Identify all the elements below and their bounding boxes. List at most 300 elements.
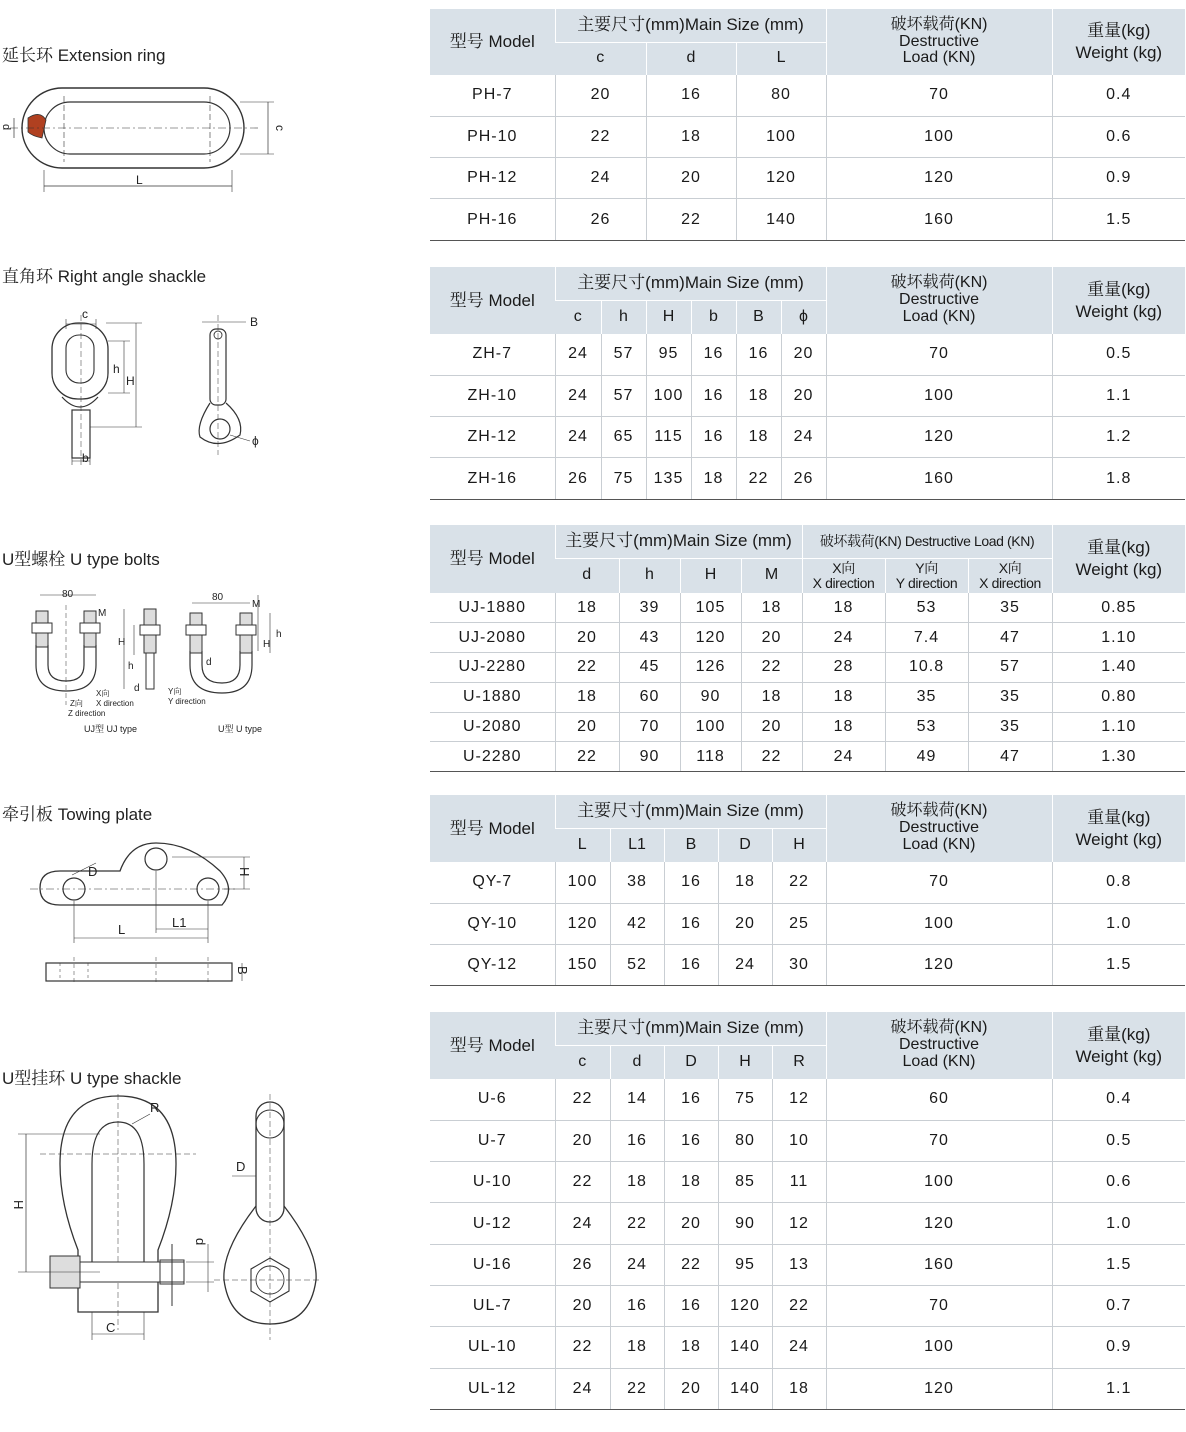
load-cell: 57 <box>968 653 1052 683</box>
load-col-header: X向 X direction <box>802 558 885 593</box>
table-row <box>430 417 1185 458</box>
size-cell: 120 <box>555 903 610 944</box>
size-cell: 16 <box>664 1079 718 1120</box>
table-row <box>430 945 1185 986</box>
weight-cell: 0.80 <box>1052 682 1185 712</box>
load-cell: 24 <box>802 742 885 772</box>
weight-cell: 1.30 <box>1052 742 1185 772</box>
load-cell: 100 <box>826 1327 1052 1368</box>
size-cell: 16 <box>664 1120 718 1161</box>
load-cell: 70 <box>826 1285 1052 1326</box>
size-cell: 18 <box>718 862 772 903</box>
load-header: 破坏载荷(KN) Destructive Load (KN) <box>826 795 1052 862</box>
weight-cell: 1.0 <box>1052 903 1185 944</box>
size-cell: 24 <box>610 1244 664 1285</box>
weight-cell: 0.6 <box>1052 116 1185 157</box>
label-B: B <box>250 315 259 329</box>
model-cell: PH-10 <box>430 116 555 157</box>
size-cell: 12 <box>772 1079 826 1120</box>
size-cell: 24 <box>555 158 646 199</box>
label-c: c <box>273 125 287 131</box>
size-cell: 26 <box>555 1244 610 1285</box>
label-H: H <box>263 639 271 650</box>
table-row <box>430 1162 1185 1203</box>
size-col-header: L <box>736 42 826 75</box>
size-cell: 22 <box>772 1285 826 1326</box>
model-cell: UJ-1880 <box>430 593 555 623</box>
size-col-header: H <box>680 558 741 593</box>
size-cell: 60 <box>619 682 680 712</box>
size-cell: 120 <box>718 1285 772 1326</box>
size-col-header: M <box>741 558 802 593</box>
size-cell: 20 <box>555 1120 610 1161</box>
size-cell: 18 <box>736 417 781 458</box>
size-cell: 16 <box>691 417 736 458</box>
load-cell: 18 <box>802 682 885 712</box>
size-cell: 18 <box>741 682 802 712</box>
size-cell: 16 <box>610 1285 664 1326</box>
label-u-type: U型 U type <box>218 724 263 734</box>
size-col-header: B <box>664 828 718 862</box>
weight-cell: 1.5 <box>1052 945 1185 986</box>
load-cell: 70 <box>826 862 1052 903</box>
load-cell: 70 <box>826 334 1052 375</box>
size-cell: 24 <box>555 1368 610 1409</box>
load-cell: 35 <box>968 593 1052 623</box>
label-D: D <box>236 1159 246 1174</box>
size-cell: 20 <box>718 903 772 944</box>
size-cell: 22 <box>772 862 826 903</box>
size-cell: 85 <box>718 1162 772 1203</box>
weight-cell: 1.1 <box>1052 375 1185 416</box>
table-row <box>430 458 1185 499</box>
size-cell: 18 <box>610 1162 664 1203</box>
size-header: 主要尺寸(mm)Main Size (mm) <box>555 267 826 300</box>
label-z-dir: Z direction <box>68 709 106 718</box>
model-header: 型号 Model <box>430 9 555 75</box>
weight-header: 重量(kg) Weight (kg) <box>1052 525 1185 593</box>
label-phi: ϕ <box>252 434 259 448</box>
load-cell: 100 <box>826 375 1052 416</box>
weight-cell: 0.9 <box>1052 158 1185 199</box>
size-cell: 20 <box>555 712 619 742</box>
table-row <box>430 1285 1185 1326</box>
label-L: L <box>118 922 126 937</box>
model-cell: ZH-10 <box>430 375 555 416</box>
model-cell: U-12 <box>430 1203 555 1244</box>
weight-cell: 1.40 <box>1052 653 1185 683</box>
load-cell: 100 <box>826 1162 1052 1203</box>
load-header: 破坏载荷(KN) Destructive Load (KN) <box>826 9 1052 75</box>
size-cell: 22 <box>555 653 619 683</box>
label-c: c <box>82 307 88 321</box>
label-h: h <box>128 661 134 672</box>
towing-plate-table <box>430 795 1185 986</box>
label-d: d <box>0 124 12 131</box>
weight-header: 重量(kg) Weight (kg) <box>1052 267 1185 334</box>
size-cell: 120 <box>680 623 741 653</box>
model-header: 型号 Model <box>430 1012 555 1079</box>
size-cell: 75 <box>601 458 646 499</box>
weight-cell: 1.8 <box>1052 458 1185 499</box>
load-cell: 120 <box>826 417 1052 458</box>
model-cell: U-1880 <box>430 682 555 712</box>
weight-cell: 0.6 <box>1052 1162 1185 1203</box>
table-row <box>430 1120 1185 1161</box>
size-cell: 20 <box>741 623 802 653</box>
model-cell: UL-12 <box>430 1368 555 1409</box>
label-C: C <box>106 1320 116 1335</box>
table-row <box>430 158 1185 199</box>
size-header: 主要尺寸(mm)Main Size (mm) <box>555 795 826 828</box>
label-d: d <box>206 657 212 668</box>
load-cell: 24 <box>802 623 885 653</box>
table-row <box>430 862 1185 903</box>
weight-cell: 0.8 <box>1052 862 1185 903</box>
size-cell: 16 <box>610 1120 664 1161</box>
u-type-bolts-drawing <box>0 585 300 740</box>
size-cell: 12 <box>772 1203 826 1244</box>
size-col-header: h <box>619 558 680 593</box>
size-col-header: b <box>691 300 736 334</box>
load-cell: 53 <box>885 712 968 742</box>
label-L: L <box>136 173 143 187</box>
weight-cell: 1.1 <box>1052 1368 1185 1409</box>
model-cell: U-16 <box>430 1244 555 1285</box>
table-row <box>430 742 1185 772</box>
load-header: 破坏载荷(KN) Destructive Load (KN) <box>802 525 1052 558</box>
size-cell: 20 <box>741 712 802 742</box>
size-cell: 90 <box>680 682 741 712</box>
size-col-header: h <box>601 300 646 334</box>
size-cell: 80 <box>718 1120 772 1161</box>
size-cell: 24 <box>555 417 601 458</box>
size-cell: 30 <box>772 945 826 986</box>
size-col-header: L1 <box>610 828 664 862</box>
weight-cell: 0.5 <box>1052 334 1185 375</box>
label-z-cn: Z向 <box>70 699 83 708</box>
size-cell: 16 <box>691 334 736 375</box>
size-col-header: ϕ <box>781 300 826 334</box>
size-cell: 100 <box>680 712 741 742</box>
size-header: 主要尺寸(mm)Main Size (mm) <box>555 525 802 558</box>
size-cell: 24 <box>555 375 601 416</box>
size-cell: 22 <box>555 1327 610 1368</box>
table-row <box>430 903 1185 944</box>
load-cell: 100 <box>826 116 1052 157</box>
label-b: b <box>82 451 89 465</box>
size-cell: 100 <box>555 862 610 903</box>
label-y-cn: Y向 <box>168 687 182 696</box>
size-cell: 22 <box>741 653 802 683</box>
size-cell: 20 <box>555 1285 610 1326</box>
model-cell: ZH-16 <box>430 458 555 499</box>
size-cell: 70 <box>619 712 680 742</box>
size-col-header: H <box>772 828 826 862</box>
size-col-header: D <box>664 1045 718 1079</box>
load-cell: 160 <box>826 199 1052 240</box>
table-row <box>430 334 1185 375</box>
size-cell: 43 <box>619 623 680 653</box>
size-header: 主要尺寸(mm)Main Size (mm) <box>555 1012 826 1045</box>
size-cell: 26 <box>781 458 826 499</box>
size-cell: 65 <box>601 417 646 458</box>
size-cell: 18 <box>555 593 619 623</box>
model-cell: PH-16 <box>430 199 555 240</box>
load-cell: 120 <box>826 1368 1052 1409</box>
label-x-cn: X向 <box>96 689 110 698</box>
size-cell: 26 <box>555 458 601 499</box>
size-col-header: B <box>736 300 781 334</box>
table-row <box>430 116 1185 157</box>
model-cell: UJ-2280 <box>430 653 555 683</box>
size-cell: 39 <box>619 593 680 623</box>
size-cell: 20 <box>664 1368 718 1409</box>
size-col-header: d <box>646 42 736 75</box>
size-cell: 20 <box>555 623 619 653</box>
table-row <box>430 1203 1185 1244</box>
size-cell: 140 <box>718 1368 772 1409</box>
size-cell: 20 <box>781 375 826 416</box>
model-cell: U-10 <box>430 1162 555 1203</box>
load-header: 破坏载荷(KN) Destructive Load (KN) <box>826 1012 1052 1079</box>
label-d: d <box>134 683 140 694</box>
size-cell: 18 <box>741 593 802 623</box>
size-cell: 14 <box>610 1079 664 1120</box>
size-cell: 26 <box>555 199 646 240</box>
size-cell: 115 <box>646 417 691 458</box>
size-col-header: c <box>555 1045 610 1079</box>
label-80: 80 <box>212 592 224 603</box>
label-H: H <box>237 867 252 877</box>
load-cell: 100 <box>826 903 1052 944</box>
size-cell: 24 <box>718 945 772 986</box>
size-cell: 18 <box>691 458 736 499</box>
load-cell: 120 <box>826 158 1052 199</box>
size-cell: 38 <box>610 862 664 903</box>
u-type-bolts-table <box>430 525 1185 772</box>
label-h: h <box>113 362 120 376</box>
table-row <box>430 653 1185 683</box>
model-header: 型号 Model <box>430 795 555 862</box>
size-col-header: H <box>646 300 691 334</box>
table-row <box>430 199 1185 240</box>
label-H: H <box>126 374 135 388</box>
label-d: d <box>193 1238 208 1246</box>
load-cell: 120 <box>826 945 1052 986</box>
size-cell: 90 <box>718 1203 772 1244</box>
weight-cell: 1.10 <box>1052 712 1185 742</box>
size-cell: 42 <box>610 903 664 944</box>
load-cell: 18 <box>802 712 885 742</box>
size-cell: 22 <box>610 1203 664 1244</box>
load-cell: 47 <box>968 623 1052 653</box>
label-H: H <box>11 1200 26 1210</box>
u-type-shackle-drawing <box>0 1094 320 1354</box>
model-cell: UL-10 <box>430 1327 555 1368</box>
load-cell: 35 <box>968 712 1052 742</box>
size-cell: 57 <box>601 334 646 375</box>
size-cell: 90 <box>619 742 680 772</box>
size-col-header: c <box>555 42 646 75</box>
size-cell: 100 <box>736 116 826 157</box>
size-cell: 10 <box>772 1120 826 1161</box>
weight-cell: 1.0 <box>1052 1203 1185 1244</box>
size-col-header: c <box>555 300 601 334</box>
label-D: D <box>88 864 98 879</box>
size-cell: 22 <box>610 1368 664 1409</box>
size-cell: 135 <box>646 458 691 499</box>
size-cell: 16 <box>691 375 736 416</box>
load-header: 破坏载荷(KN) Destructive Load (KN) <box>826 267 1052 334</box>
size-cell: 126 <box>680 653 741 683</box>
table-row <box>430 1368 1185 1409</box>
section-title-u-type-shackle: U型挂环 U type shackle <box>2 1069 182 1088</box>
load-cell: 49 <box>885 742 968 772</box>
table-row <box>430 623 1185 653</box>
table-row <box>430 375 1185 416</box>
label-uj-type: UJ型 UJ type <box>84 724 138 734</box>
table-row <box>430 593 1185 623</box>
load-cell: 35 <box>885 682 968 712</box>
model-cell: U-7 <box>430 1120 555 1161</box>
size-cell: 22 <box>736 458 781 499</box>
weight-cell: 1.5 <box>1052 1244 1185 1285</box>
model-cell: PH-12 <box>430 158 555 199</box>
load-col-header: X向 X direction <box>968 558 1052 593</box>
model-cell: QY-7 <box>430 862 555 903</box>
size-col-header: H <box>718 1045 772 1079</box>
model-cell: U-6 <box>430 1079 555 1120</box>
model-cell: PH-7 <box>430 75 555 116</box>
size-cell: 22 <box>555 116 646 157</box>
size-cell: 16 <box>646 75 736 116</box>
size-cell: 150 <box>555 945 610 986</box>
size-col-header: D <box>718 828 772 862</box>
model-cell: UL-7 <box>430 1285 555 1326</box>
label-R: R <box>150 1100 160 1115</box>
load-cell: 160 <box>826 458 1052 499</box>
weight-cell: 0.85 <box>1052 593 1185 623</box>
table-row <box>430 712 1185 742</box>
size-cell: 16 <box>664 903 718 944</box>
size-cell: 22 <box>555 742 619 772</box>
size-cell: 22 <box>741 742 802 772</box>
section-title-towing-plate: 牵引板 Towing plate <box>2 805 153 824</box>
label-x-dir: X direction <box>96 699 134 708</box>
model-cell: U-2080 <box>430 712 555 742</box>
model-header: 型号 Model <box>430 267 555 334</box>
size-cell: 18 <box>664 1162 718 1203</box>
size-header: 主要尺寸(mm)Main Size (mm) <box>555 9 826 42</box>
model-cell: QY-12 <box>430 945 555 986</box>
load-cell: 47 <box>968 742 1052 772</box>
weight-cell: 0.4 <box>1052 75 1185 116</box>
section-title-right-angle-shackle: 直角环 Right angle shackle <box>2 267 207 286</box>
size-cell: 18 <box>772 1368 826 1409</box>
extension-ring-table <box>430 9 1185 241</box>
size-cell: 25 <box>772 903 826 944</box>
size-cell: 75 <box>718 1079 772 1120</box>
size-cell: 22 <box>646 199 736 240</box>
size-cell: 18 <box>664 1327 718 1368</box>
size-cell: 118 <box>680 742 741 772</box>
load-cell: 7.4 <box>885 623 968 653</box>
weight-cell: 0.7 <box>1052 1285 1185 1326</box>
size-cell: 24 <box>772 1327 826 1368</box>
load-cell: 70 <box>826 1120 1052 1161</box>
size-cell: 16 <box>664 945 718 986</box>
size-cell: 120 <box>736 158 826 199</box>
size-cell: 140 <box>718 1327 772 1368</box>
right-angle-shackle-drawing <box>0 305 300 470</box>
load-cell: 160 <box>826 1244 1052 1285</box>
size-cell: 20 <box>646 158 736 199</box>
model-cell: UJ-2080 <box>430 623 555 653</box>
model-cell: QY-10 <box>430 903 555 944</box>
size-cell: 16 <box>736 334 781 375</box>
size-cell: 20 <box>555 75 646 116</box>
weight-cell: 0.4 <box>1052 1079 1185 1120</box>
table-row <box>430 682 1185 712</box>
label-H: H <box>118 637 126 648</box>
weight-header: 重量(kg) Weight (kg) <box>1052 795 1185 862</box>
size-cell: 100 <box>646 375 691 416</box>
size-cell: 24 <box>781 417 826 458</box>
size-cell: 24 <box>555 1203 610 1244</box>
size-cell: 45 <box>619 653 680 683</box>
size-col-header: d <box>555 558 619 593</box>
size-cell: 16 <box>664 1285 718 1326</box>
weight-cell: 1.2 <box>1052 417 1185 458</box>
size-col-header: R <box>772 1045 826 1079</box>
label-B: B <box>235 966 250 975</box>
model-cell: ZH-7 <box>430 334 555 375</box>
label-80: 80 <box>62 589 74 600</box>
table-row <box>430 1244 1185 1285</box>
label-M: M <box>252 599 261 610</box>
section-title-u-type-bolts: U型螺栓 U type bolts <box>2 550 160 569</box>
size-cell: 13 <box>772 1244 826 1285</box>
size-cell: 11 <box>772 1162 826 1203</box>
label-y-dir: Y direction <box>168 697 206 706</box>
load-col-header: Y向 Y direction <box>885 558 968 593</box>
size-cell: 52 <box>610 945 664 986</box>
weight-header: 重量(kg) Weight (kg) <box>1052 9 1185 75</box>
load-cell: 18 <box>802 593 885 623</box>
section-title-extension-ring: 延长环 Extension ring <box>2 46 166 65</box>
model-header: 型号 Model <box>430 525 555 593</box>
table-row <box>430 1079 1185 1120</box>
load-cell: 35 <box>968 682 1052 712</box>
label-h: h <box>276 629 282 640</box>
load-cell: 120 <box>826 1203 1052 1244</box>
size-cell: 22 <box>555 1162 610 1203</box>
load-cell: 70 <box>826 75 1052 116</box>
size-col-header: d <box>610 1045 664 1079</box>
load-cell: 60 <box>826 1079 1052 1120</box>
weight-cell: 0.5 <box>1052 1120 1185 1161</box>
size-cell: 20 <box>664 1203 718 1244</box>
extension-ring-drawing <box>0 80 300 200</box>
load-cell: 10.8 <box>885 653 968 683</box>
weight-cell: 0.9 <box>1052 1327 1185 1368</box>
label-L1: L1 <box>172 915 187 930</box>
size-cell: 105 <box>680 593 741 623</box>
model-cell: ZH-12 <box>430 417 555 458</box>
size-cell: 95 <box>718 1244 772 1285</box>
size-cell: 140 <box>736 199 826 240</box>
